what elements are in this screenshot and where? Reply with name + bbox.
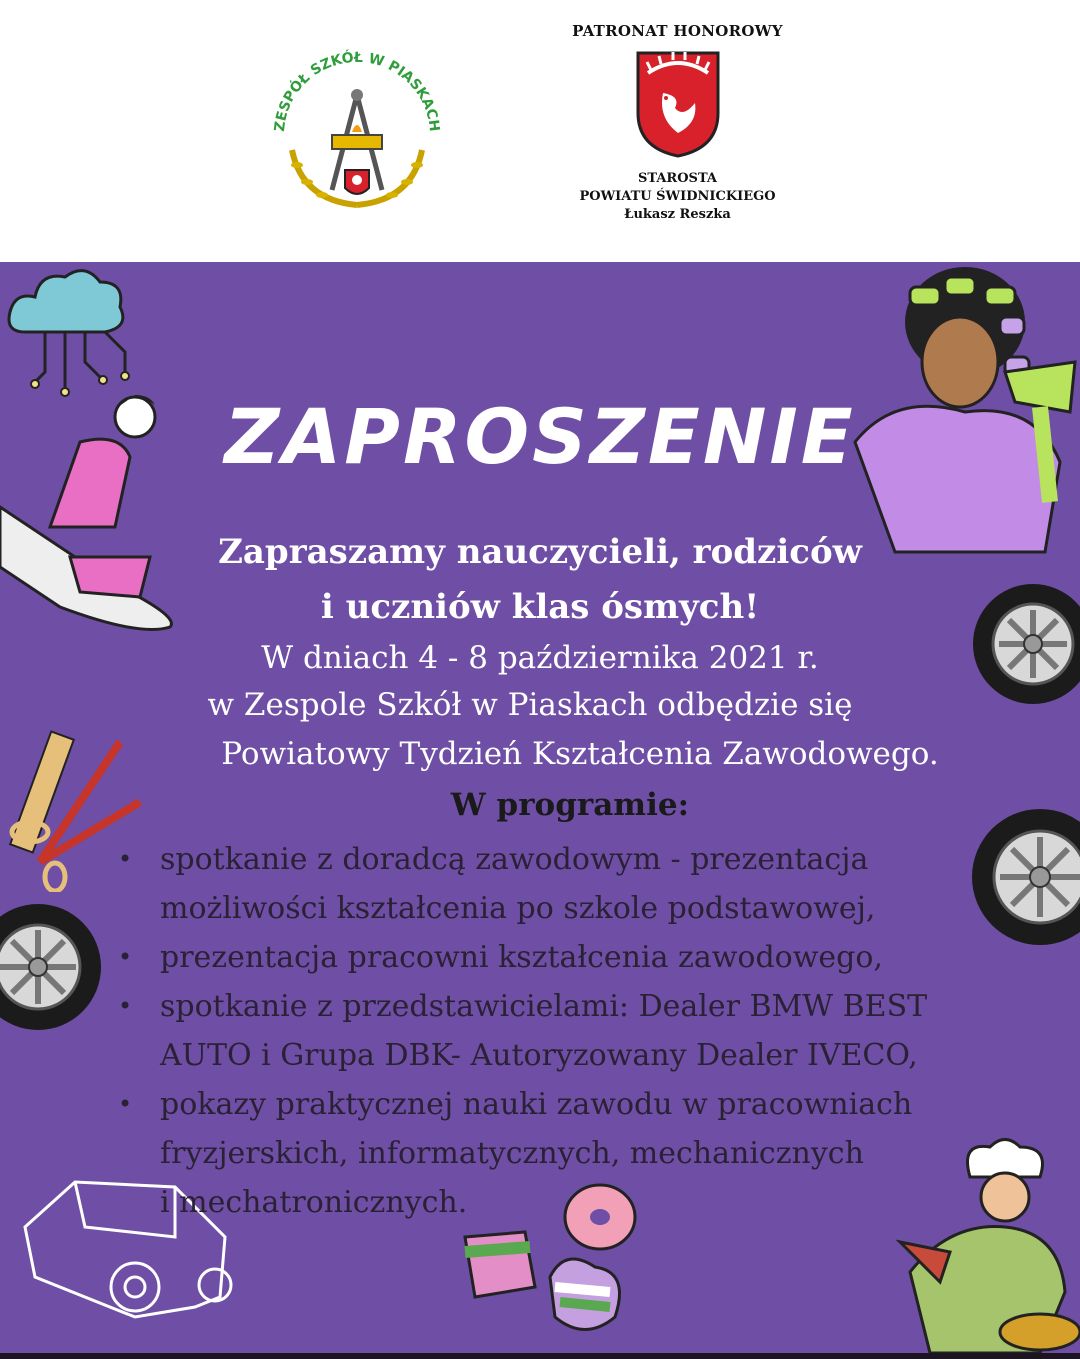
bullet-icon: • bbox=[118, 992, 133, 1020]
school-emblem-icon bbox=[262, 40, 452, 220]
invitation-title: ZAPROSZENIE bbox=[224, 392, 856, 481]
date-line: W dniach 4 - 8 października 2021 r. bbox=[261, 640, 819, 676]
invitation-panel bbox=[0, 262, 1080, 1353]
patron-line-2: POWIATU ŚWIDNICKIEGO bbox=[579, 189, 776, 204]
list-item-line: spotkanie z doradcą zawodowym - prezentacja bbox=[160, 842, 869, 877]
bullet-icon: • bbox=[118, 1090, 133, 1118]
header bbox=[0, 0, 1080, 262]
list-item-line: fryzjerskich, informatycznych, mechanicznych bbox=[160, 1136, 864, 1171]
list-item bbox=[118, 1080, 1058, 1227]
list-item bbox=[118, 982, 1058, 1080]
list-item-line: pokazy praktycznej nauki zawodu w pracowniach bbox=[160, 1087, 913, 1122]
program-list bbox=[118, 835, 1058, 1227]
patronage-title: PATRONAT HONOROWY bbox=[572, 22, 783, 40]
bullet-icon: • bbox=[118, 845, 133, 873]
county-crest-icon bbox=[633, 48, 723, 158]
svg-text:ZESPÓŁ SZKÓŁ W PIASKACH: ZESPÓŁ SZKÓŁ W PIASKACH bbox=[271, 49, 443, 133]
car-wheel-icon bbox=[0, 902, 105, 1032]
list-item-line: i mechatronicznych. bbox=[160, 1185, 468, 1220]
patron-line-1: STAROSTA bbox=[637, 171, 717, 186]
program-heading: W programie: bbox=[450, 787, 690, 823]
bullet-icon: • bbox=[118, 943, 133, 971]
invitation-line-1: Zapraszamy nauczycieli, rodziców bbox=[218, 532, 862, 572]
invitation-line-2: i uczniów klas ósmych! bbox=[320, 587, 760, 627]
patronage-block bbox=[560, 22, 795, 224]
event-line: Powiatowy Tydzień Kształcenia Zawodowego. bbox=[221, 736, 939, 772]
list-item-line: AUTO i Grupa DBK- Autoryzowany Dealer IVECO, bbox=[160, 1038, 918, 1073]
list-item bbox=[118, 933, 1058, 982]
list-item-line: spotkanie z przedstawicielami: Dealer BMW BEST bbox=[160, 989, 928, 1024]
list-item bbox=[118, 835, 1058, 933]
list-item-line: możliwości kształcenia po szkole podstawowej, bbox=[160, 891, 876, 926]
place-line: w Zespole Szkół w Piaskach odbędzie się bbox=[207, 687, 853, 723]
list-item-line: prezentacja pracowni kształcenia zawodowego, bbox=[160, 940, 883, 975]
patron-name: Łukasz Reszka bbox=[624, 207, 731, 222]
bottom-border bbox=[0, 1353, 1080, 1359]
